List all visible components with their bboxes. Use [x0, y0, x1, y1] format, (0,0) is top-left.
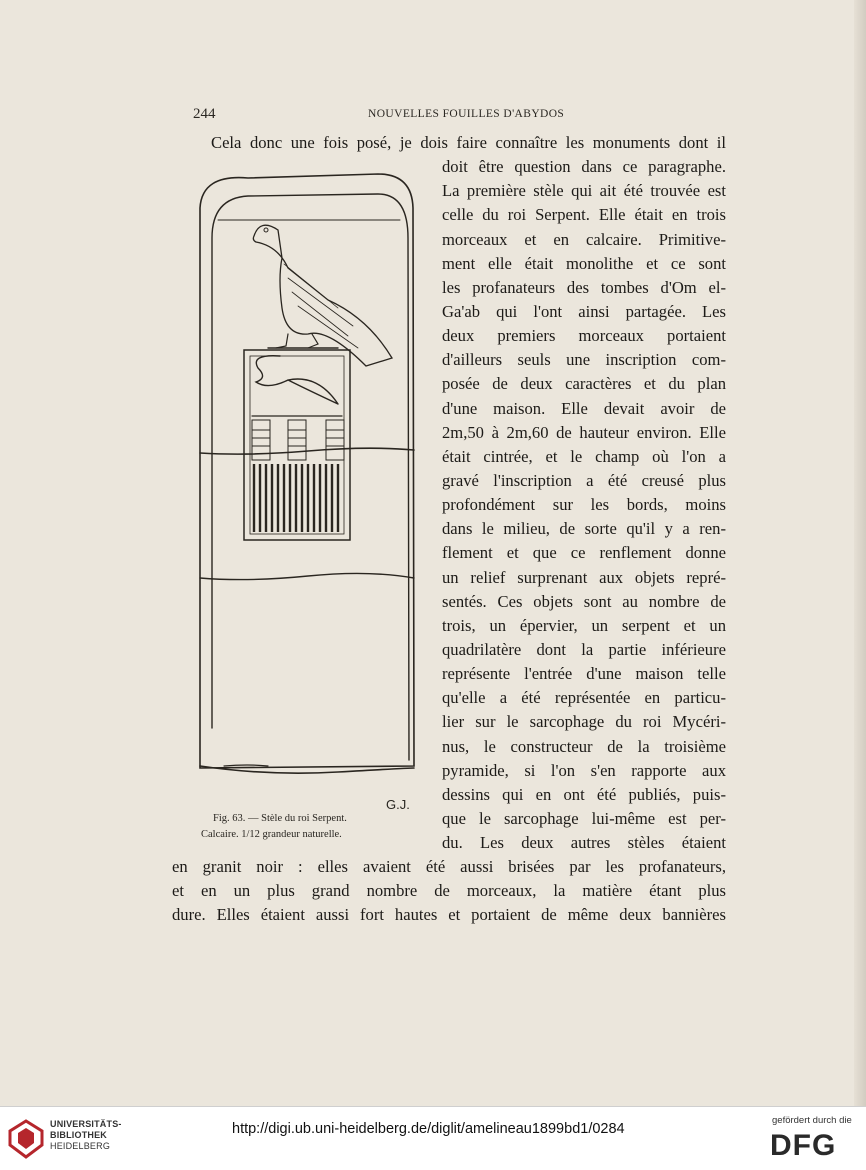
text-line: sentés. Ces objets sont au nombre de	[442, 592, 726, 611]
text-line: lier sur le sarcophage du roi Mycéri-	[442, 712, 726, 731]
text-line: dessins qui en ont été publiés, puis-	[442, 785, 726, 804]
text-line: morceaux et en calcaire. Primitive-	[442, 230, 726, 249]
text-line: doit être question dans ce paragraphe.	[442, 157, 726, 176]
page-edge-shadow	[854, 0, 866, 1106]
figure-caption-sub: Calcaire. 1/12 grandeur naturelle.	[201, 829, 342, 840]
artist-signature: G.J.	[386, 797, 410, 812]
text-line: et en un plus grand nombre de morceaux, la matière étant plus	[172, 881, 726, 900]
text-line: 2m,50 à 2m,60 de hauteur environ. Elle	[442, 423, 726, 442]
text-line: d'une maison. Elle devait avoir de	[442, 399, 726, 418]
funded-by-label: gefördert durch die	[772, 1115, 852, 1126]
text-line: trois, un épervier, un serpent et un	[442, 616, 726, 635]
text-line: que le sarcophage lui-même est per-	[442, 809, 726, 828]
permalink-url[interactable]: http://digi.ub.uni-heidelberg.de/diglit/amelineau1899bd1/0284	[232, 1121, 625, 1137]
library-name-line: HEIDELBERG	[50, 1141, 111, 1151]
running-title: NOUVELLES FOUILLES D'ABYDOS	[368, 108, 565, 120]
text-line: celle du roi Serpent. Elle était en trois	[442, 205, 726, 224]
text-line: en granit noir : elles avaient été aussi brisées par les profanateurs,	[172, 857, 726, 876]
text-line: gravé l'inscription a été creusé plus	[442, 471, 726, 490]
figure-caption: Fig. 63. — Stèle du roi Serpent.	[213, 813, 347, 824]
text-line: dure. Elles étaient aussi fort hautes et portaient de même deux bannières	[172, 905, 726, 924]
library-name-line: UNIVERSITÄTS-	[50, 1119, 122, 1129]
stele-illustration	[188, 168, 428, 798]
text-line: du. Les deux autres stèles étaient	[442, 833, 726, 852]
text-line: posée de deux caractères et du plan	[442, 374, 726, 393]
text-line: quadrilatère dont la partie inférieure	[442, 640, 726, 659]
text-line: d'ailleurs seuls une inscription com-	[442, 350, 726, 369]
text-line: qu'elle a été représentée en particu-	[442, 688, 726, 707]
page-number: 244	[193, 106, 216, 122]
text-line: deux premiers morceaux portaient	[442, 326, 726, 345]
text-line: pyramide, si l'on s'en rapporte aux	[442, 761, 726, 780]
text-line: les profanateurs des tombes d'Om el-	[442, 278, 726, 297]
text-line: ment elle était monolithe et ce sont	[442, 254, 726, 273]
text-line: était cintrée, et le champ où l'on a	[442, 447, 726, 466]
dfg-logo: DFG	[770, 1129, 837, 1162]
library-name-line: BIBLIOTHEK	[50, 1130, 107, 1140]
text-line: profondément sur les bords, moins	[442, 495, 726, 514]
university-seal-icon	[8, 1119, 44, 1159]
digitization-footer	[0, 1106, 866, 1170]
text-line: La première stèle qui ait été trouvée est	[442, 181, 726, 200]
text-line: dans le milieu, de sorte qu'il y a ren-	[442, 519, 726, 538]
text-line: un relief surprenant aux objets repré-	[442, 568, 726, 587]
text-line: Cela donc une fois posé, je dois faire connaître les monuments dont il	[211, 133, 726, 152]
text-line: représente l'entrée d'une maison telle	[442, 664, 726, 683]
text-line: nus, le constructeur de la troisième	[442, 737, 726, 756]
text-line: flement et que ce renflement donne	[442, 543, 726, 562]
text-line: Ga'ab qui l'ont ainsi partagée. Les	[442, 302, 726, 321]
